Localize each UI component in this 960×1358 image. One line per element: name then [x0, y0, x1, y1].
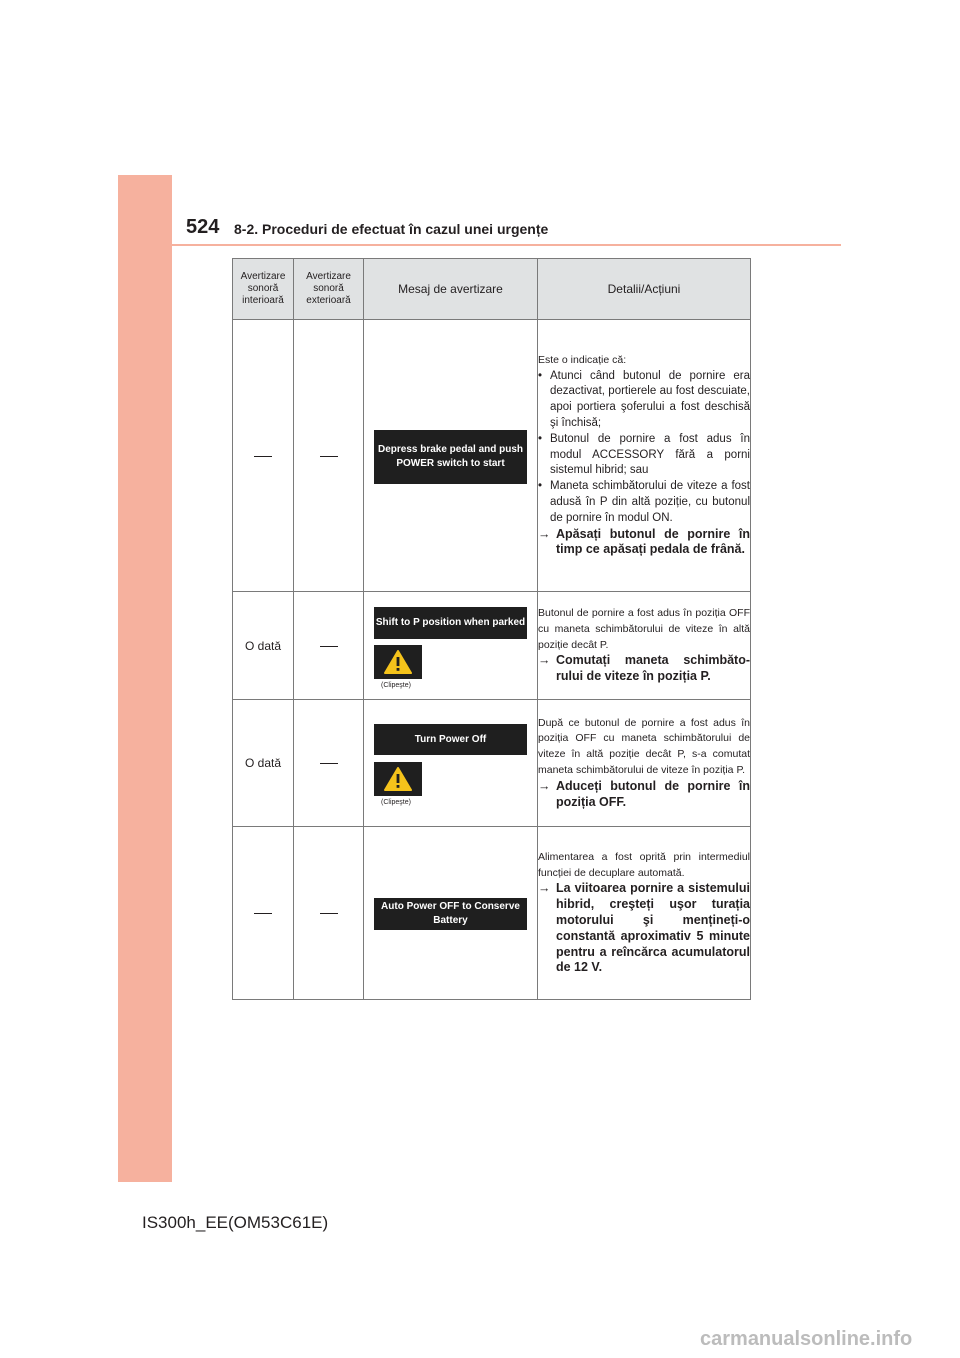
- header-warning-message: Mesaj de avertizare: [364, 259, 538, 320]
- exterior-buzzer-cell: [294, 827, 364, 1000]
- list-item: • Atunci când butonul de pornire era dezactivat, portierele au fost descuiate, apoi portiera şoferului a fost deschisă şi închisă;: [538, 369, 750, 432]
- dash-mark: [254, 456, 272, 457]
- table-row: [233, 320, 751, 592]
- display-message: Shift to P position when parked: [374, 607, 527, 639]
- interior-buzzer-cell: O dată: [233, 700, 294, 827]
- table-row: [233, 592, 751, 700]
- warning-message-cell: [364, 320, 538, 592]
- action-item: → Aduceți butonul de pornire în poziția OFF.: [538, 778, 750, 809]
- arrow-icon: →: [538, 653, 551, 668]
- dash-mark: [254, 913, 272, 914]
- details-intro: Butonul de pornire a fost adus în poziția OFF cu maneta schimbătorului de viteze în altă poziție decât P.: [538, 607, 750, 651]
- dash-mark: [320, 913, 338, 914]
- bullet-mark: •: [538, 480, 543, 493]
- dash-mark: [320, 646, 338, 647]
- table-row: [233, 700, 751, 827]
- interior-buzzer-cell: [233, 320, 294, 592]
- document-code: IS300h_EE(OM53C61E): [142, 1213, 329, 1232]
- dash-mark: [320, 763, 338, 764]
- page-number: 524: [186, 216, 220, 238]
- details-cell: [538, 700, 751, 827]
- header-interior-buzzer: Avertizare sonoră interioară: [233, 259, 294, 320]
- warning-message-cell: [364, 827, 538, 1000]
- details-cell: [538, 320, 751, 592]
- details-cell: [538, 827, 751, 1000]
- interior-buzzer-cell: [233, 827, 294, 1000]
- section-title: 8-2. Proceduri de efectuat în cazul unei urgențe: [234, 221, 549, 237]
- details-cell: [538, 592, 751, 700]
- blink-note: (Clipeşte): [381, 682, 411, 689]
- warning-triangle-icon: [374, 645, 422, 679]
- bullet-mark: •: [538, 369, 543, 382]
- details-intro: După ce butonul de pornire a fost adus în poziția OFF cu maneta schimbătorului de viteze în altă poziție decât P, s-a comutat maneta schimbătorului de viteze în poziția P.: [538, 716, 750, 776]
- exterior-buzzer-cell: [294, 700, 364, 827]
- chapter-side-band: [118, 175, 172, 1182]
- exterior-buzzer-cell: [294, 592, 364, 700]
- header-details-actions: Detalii/Acțiuni: [538, 259, 751, 320]
- action-item: → La viitoarea pornire a sistemului hibrid, creşteți uşor turația motorului şi mențineți-o constantă aproximativ 5 minute pentru a reîncărca acumulatorul de 12 V.: [538, 881, 750, 975]
- list-item: • Butonul de pornire a fost adus în modul ACCESSORY fără a porni sistemul hibrid; sau: [538, 432, 750, 479]
- warning-message-cell: [364, 592, 538, 700]
- warning-triangle-icon: [374, 762, 422, 796]
- action-item: → Comutați maneta schimbăto-rului de viteze în poziția P.: [538, 653, 750, 684]
- details-intro: Alimentarea a fost oprită prin intermediul funcției de decuplare automată.: [538, 850, 750, 879]
- table-header-row: [233, 259, 751, 320]
- exterior-buzzer-cell: [294, 320, 364, 592]
- arrow-icon: →: [538, 778, 551, 793]
- blink-note: (Clipeşte): [381, 799, 411, 806]
- arrow-icon: →: [538, 881, 551, 896]
- action-item: → Apăsați butonul de pornire în timp ce apăsați pedala de frână.: [538, 526, 750, 557]
- display-message: Depress brake pedal and push POWER switch to start: [374, 430, 527, 484]
- interior-buzzer-cell: O dată: [233, 592, 294, 700]
- bullet-mark: •: [538, 432, 543, 445]
- warning-message-cell: [364, 700, 538, 827]
- header-exterior-buzzer: Avertizare sonoră exterioară: [294, 259, 364, 320]
- arrow-icon: →: [538, 526, 551, 541]
- watermark: carmanualsonline.info: [700, 1328, 913, 1350]
- list-item: • Maneta schimbătorului de viteze a fost adusă în P din altă poziție, cu butonul de pornire în modul ON.: [538, 479, 750, 526]
- details-intro: Este o indicație că:: [538, 353, 627, 366]
- header-rule: [172, 244, 841, 246]
- display-message: Turn Power Off: [374, 724, 527, 755]
- warning-table: [232, 258, 751, 1000]
- dash-mark: [320, 456, 338, 457]
- table-row: [233, 827, 751, 1000]
- display-message: Auto Power OFF to Conserve Battery: [374, 898, 527, 930]
